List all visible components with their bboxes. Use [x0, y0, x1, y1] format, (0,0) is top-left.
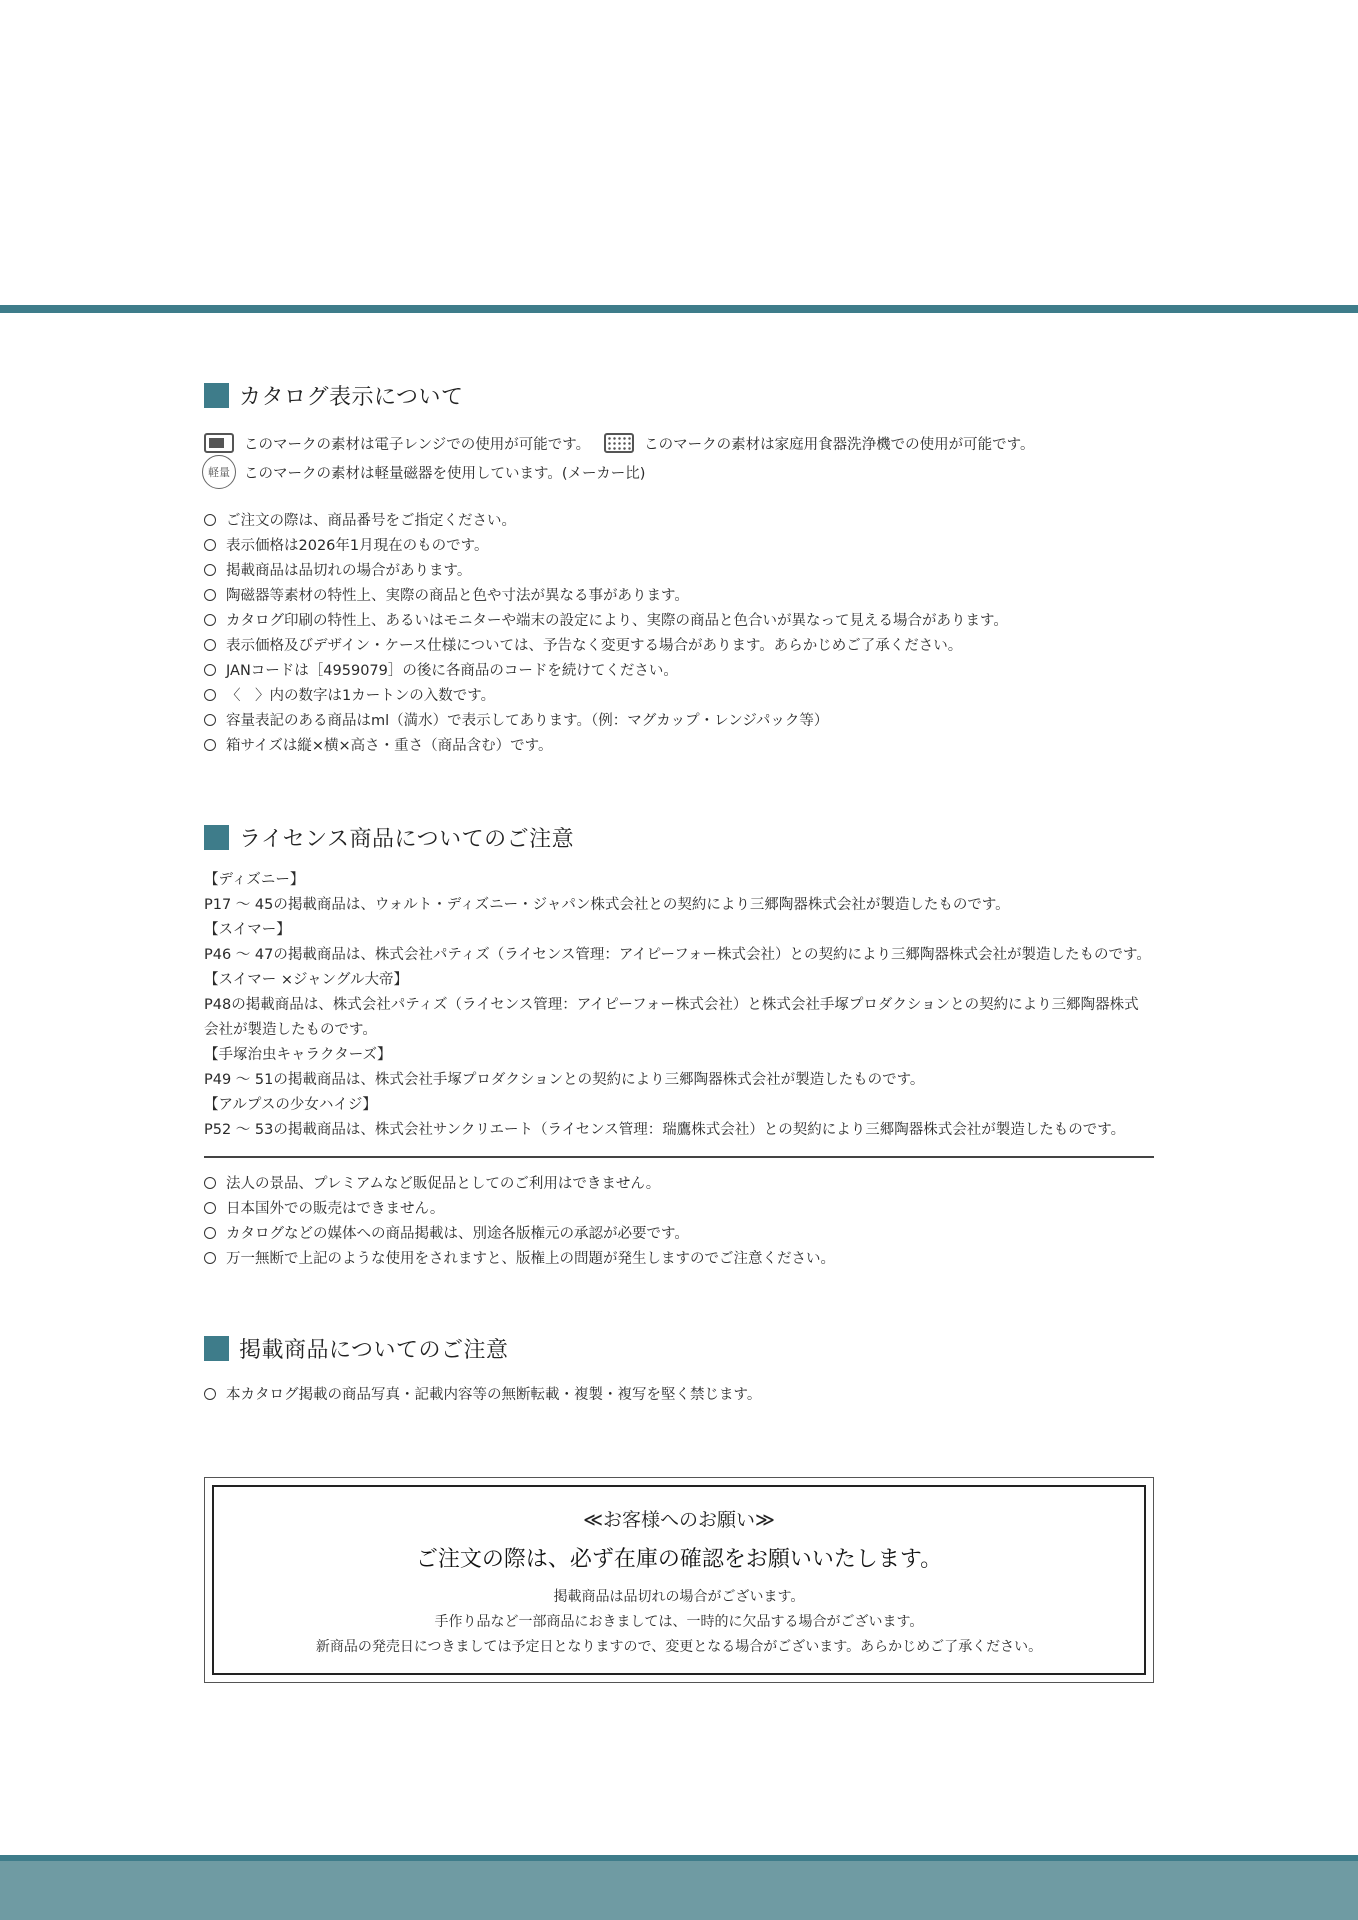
circle-bullet-icon: [204, 564, 216, 576]
list-item: 表示価格は2026年1月現在のものです。: [204, 532, 1008, 557]
circle-bullet-icon: [204, 1252, 216, 1264]
circle-bullet-icon: [204, 1177, 216, 1189]
list-item: 法人の景品、プレミアムなど販促品としてのご利用はできません。: [204, 1170, 835, 1195]
heading-square-icon: [204, 383, 229, 408]
license-line: 会社が製造したものです。: [204, 1022, 377, 1038]
section-heading-products: [204, 1333, 509, 1364]
notice-lines: [214, 1585, 1144, 1660]
list-item: 万一無断で上記のような使用をされますと、版権上の問題が発生しますのでご注意ください。: [204, 1245, 835, 1270]
license-line: P46 ～ 47の掲載商品は、株式会社パティズ（ライセンス管理：アイピーフォー株式会社）との契約により三郷陶器株式会社が製造したものです。: [204, 947, 1151, 963]
license-line: P49 ～ 51の掲載商品は、株式会社手塚プロダクションとの契約により三郷陶器株式会社が製造したものです。: [204, 1072, 925, 1088]
dishwasher-mark: [604, 433, 1034, 454]
heading-square-icon: [204, 825, 229, 850]
top-accent-rule: [0, 305, 1358, 313]
circle-bullet-icon: [204, 614, 216, 626]
circle-bullet-icon: [204, 689, 216, 701]
dishwasher-mark-text: このマークの素材は家庭用食器洗浄機での使用が可能です。: [644, 436, 1035, 453]
license-line: 【アルプスの少女ハイジ】: [204, 1097, 377, 1113]
mark-legend: [204, 430, 1034, 488]
list-item: 箱サイズは縦×横×高さ・重さ（商品含む）です。: [204, 732, 1008, 757]
circle-bullet-icon: [204, 639, 216, 651]
list-item: カタログ印刷の特性上、あるいはモニターや端末の設定により、実際の商品と色合いが異なって見える場合があります。: [204, 607, 1008, 632]
license-line: 【手塚治虫キャラクターズ】: [204, 1047, 392, 1063]
lightweight-icon: 軽量: [202, 455, 236, 489]
microwave-mark: [204, 433, 590, 454]
license-line: P48の掲載商品は、株式会社パティズ（ライセンス管理：アイピーフォー株式会社）と株式会社手塚プロダクションとの契約により三郷陶器株式: [204, 997, 1139, 1013]
license-notes-list: [204, 1170, 835, 1270]
mark-row: [204, 430, 1034, 456]
lightweight-mark-text: このマークの素材は軽量磁器を使用しています。(メーカー比): [244, 465, 646, 482]
list-item: 〈 〉内の数字は1カートンの入数です。: [204, 682, 1008, 707]
circle-bullet-icon: [204, 589, 216, 601]
products-notes-list: [204, 1381, 761, 1406]
license-line: 【スイマー ×ジャングル大帝】: [204, 972, 408, 988]
list-item: 日本国外での販売はできません。: [204, 1195, 835, 1220]
section-heading-license: [204, 822, 574, 853]
notice-line: 掲載商品は品切れの場合がございます。: [553, 1589, 805, 1605]
list-item: 本カタログ掲載の商品写真・記載内容等の無断転載・複製・複写を堅く禁じます。: [204, 1381, 761, 1406]
license-line: P52 ～ 53の掲載商品は、株式会社サンクリエート（ライセンス管理：瑞鷹株式会社）との契約により三郷陶器株式会社が製造したものです。: [204, 1122, 1126, 1138]
list-item: 陶磁器等素材の特性上、実際の商品と色や寸法が異なる事があります。: [204, 582, 1008, 607]
customer-notice-box: [204, 1477, 1154, 1683]
section-heading-catalog: [204, 380, 464, 411]
license-line: 【スイマー】: [204, 922, 291, 938]
list-item: 表示価格及びデザイン・ケース仕様については、予告なく変更する場合があります。あらかじめご了承ください。: [204, 632, 1008, 657]
circle-bullet-icon: [204, 539, 216, 551]
section-title: カタログ表示について: [239, 385, 464, 410]
circle-bullet-icon: [204, 714, 216, 726]
dishwasher-icon: [604, 433, 634, 453]
list-item: 容量表記のある商品はml（満水）で表示してあります。（例：マグカップ・レンジパック等）: [204, 707, 1008, 732]
license-details: [204, 868, 1164, 1143]
catalog-notes-list: [204, 507, 1008, 757]
notice-title: ≪お客様へのお願い≫: [583, 1509, 775, 1531]
list-item: 掲載商品は品切れの場合があります。: [204, 557, 1008, 582]
notice-line: 新商品の発売日につきましては予定日となりますので、変更となる場合がございます。あらかじめご了承ください。: [315, 1639, 1043, 1655]
section-title: ライセンス商品についてのご注意: [239, 827, 575, 852]
notice-headline: ご注文の際は、必ず在庫の確認をお願いいたします。: [415, 1547, 943, 1572]
section-title: 掲載商品についてのご注意: [239, 1338, 509, 1363]
footer-band: [0, 1855, 1358, 1920]
circle-bullet-icon: [204, 1202, 216, 1214]
circle-bullet-icon: [204, 739, 216, 751]
mark-row: [204, 459, 1034, 485]
circle-bullet-icon: [204, 1227, 216, 1239]
microwave-icon: [204, 433, 234, 453]
circle-bullet-icon: [204, 664, 216, 676]
microwave-mark-text: このマークの素材は電子レンジでの使用が可能です。: [244, 436, 591, 453]
license-line: 【ディズニー】: [204, 872, 305, 888]
circle-bullet-icon: [204, 1388, 216, 1400]
lightweight-mark: [204, 455, 645, 489]
license-line: P17 ～ 45の掲載商品は、ウォルト・ディズニー・ジャパン株式会社との契約により三郷陶器株式会社が製造したものです。: [204, 897, 1010, 913]
list-item: カタログなどの媒体への商品掲載は、別途各版権元の承認が必要です。: [204, 1220, 835, 1245]
notice-line: 手作り品など一部商品におきましては、一時的に欠品する場合がございます。: [434, 1614, 924, 1630]
section-divider: [204, 1156, 1154, 1158]
circle-bullet-icon: [204, 514, 216, 526]
list-item: ご注文の際は、商品番号をご指定ください。: [204, 507, 1008, 532]
list-item: JANコードは［4959079］の後に各商品のコードを続けてください。: [204, 657, 1008, 682]
customer-notice-inner: [212, 1485, 1146, 1675]
heading-square-icon: [204, 1336, 229, 1361]
